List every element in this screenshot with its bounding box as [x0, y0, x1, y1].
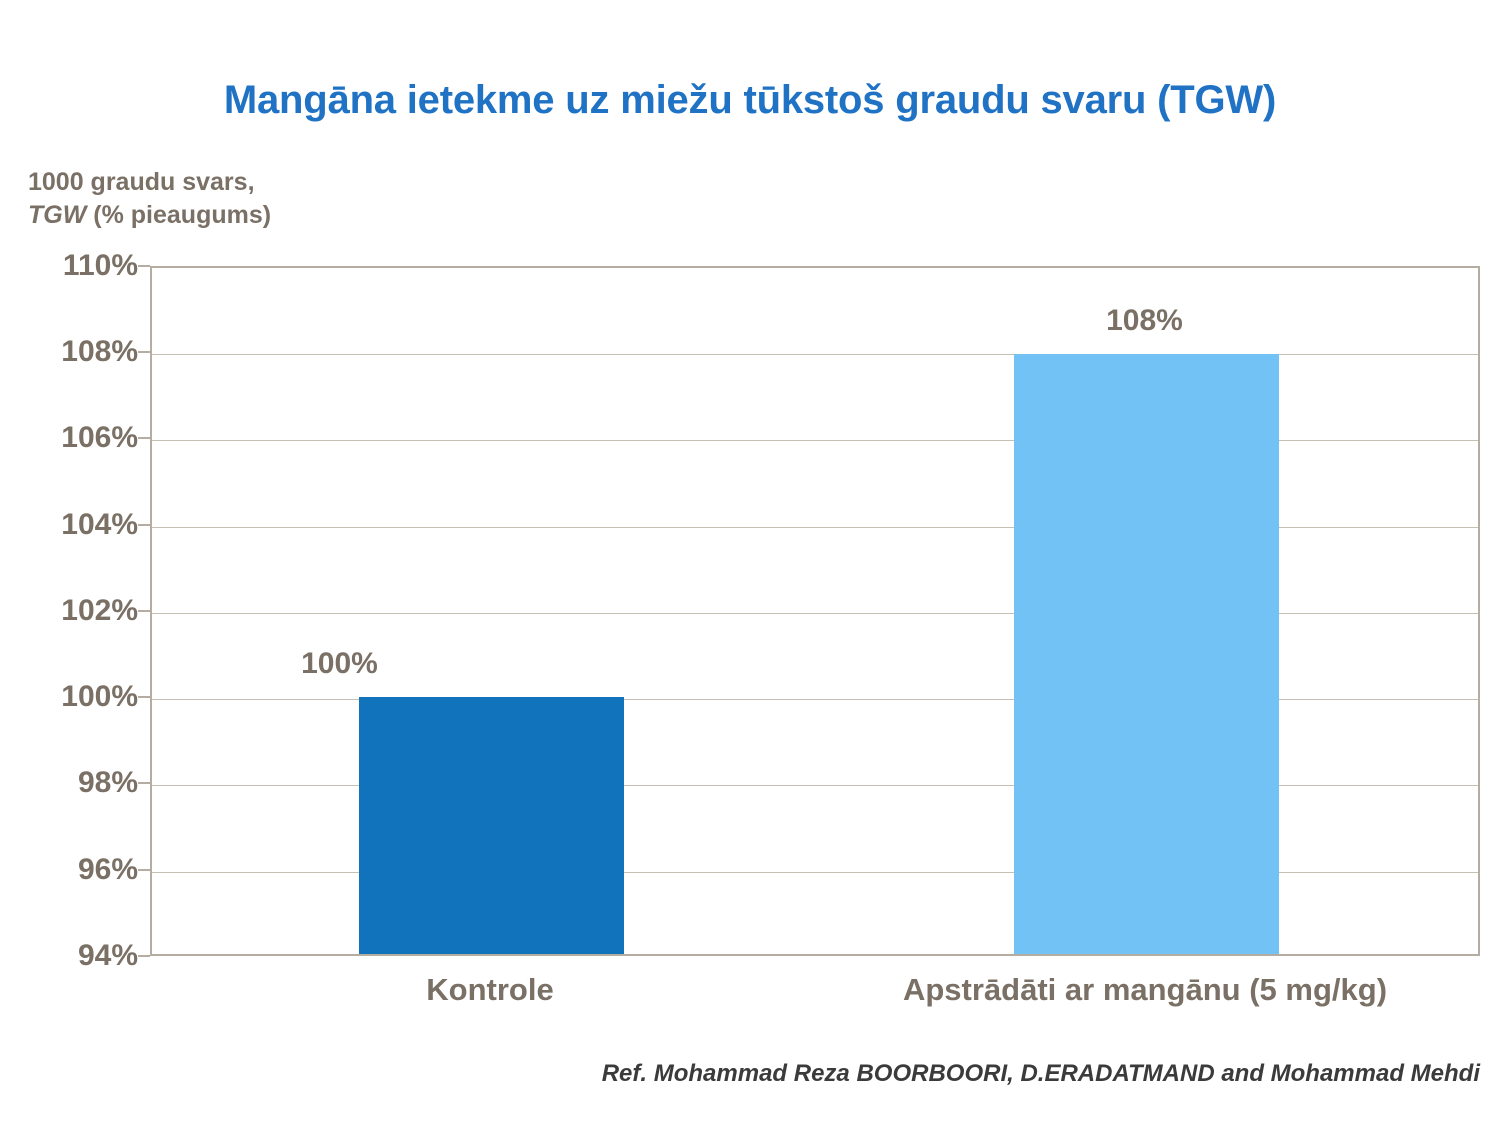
chart-annotation-reference: Ref. Mohammad Reza BOORBOORI, D.ERADATMAND and Mohammad Mehdi — [601, 1060, 1480, 1087]
chart-title: Mangāna ietekme uz miežu tūkstoš graudu svaru (TGW) — [223, 78, 1277, 122]
ytick-label-96: 96% — [77, 853, 138, 886]
gridline-100 — [152, 699, 1478, 700]
tickmark-102 — [138, 610, 150, 612]
category-label-kontrole: Kontrole — [426, 972, 554, 1007]
ytick-label-108: 108% — [61, 335, 138, 368]
gridline-102 — [152, 613, 1478, 614]
bar-value-kontrole: 100% — [301, 646, 378, 680]
bar-apstradati-ar-manganu[interactable] — [1014, 354, 1279, 954]
ytick-label-94: 94% — [77, 939, 138, 972]
tickmark-100 — [138, 696, 150, 698]
ytick-label-106: 106% — [61, 421, 138, 454]
tickmark-104 — [138, 524, 150, 526]
tickmark-108 — [138, 351, 150, 353]
ytick-label-100: 100% — [61, 680, 138, 713]
tickmark-94 — [138, 955, 150, 957]
gridline-104 — [152, 527, 1478, 528]
tickmark-110 — [138, 265, 150, 267]
gridline-106 — [152, 440, 1478, 441]
ytick-label-110: 110% — [62, 249, 138, 282]
tickmark-106 — [138, 437, 150, 439]
bar-kontrole[interactable] — [359, 697, 624, 954]
gridline-96 — [152, 872, 1478, 873]
y-axis-label-line2-italic: TGW — [28, 201, 87, 229]
gridline-98 — [152, 785, 1478, 786]
gridline-108 — [152, 354, 1478, 355]
y-axis-label — [28, 166, 271, 232]
tickmark-98 — [138, 782, 150, 784]
ytick-label-104: 104% — [61, 508, 138, 541]
y-axis-label-line2-rest: (% pieaugums) — [86, 201, 272, 229]
y-axis-label-line1: 1000 graudu svars, — [28, 168, 255, 196]
tickmark-96 — [138, 869, 150, 871]
category-label-apstradati: Apstrādāti ar mangānu (5 mg/kg) — [902, 972, 1388, 1007]
ytick-label-102: 102% — [61, 594, 138, 627]
plot-area — [150, 266, 1480, 956]
ytick-label-98: 98% — [77, 766, 138, 799]
bar-value-apstradati: 108% — [1106, 303, 1183, 337]
